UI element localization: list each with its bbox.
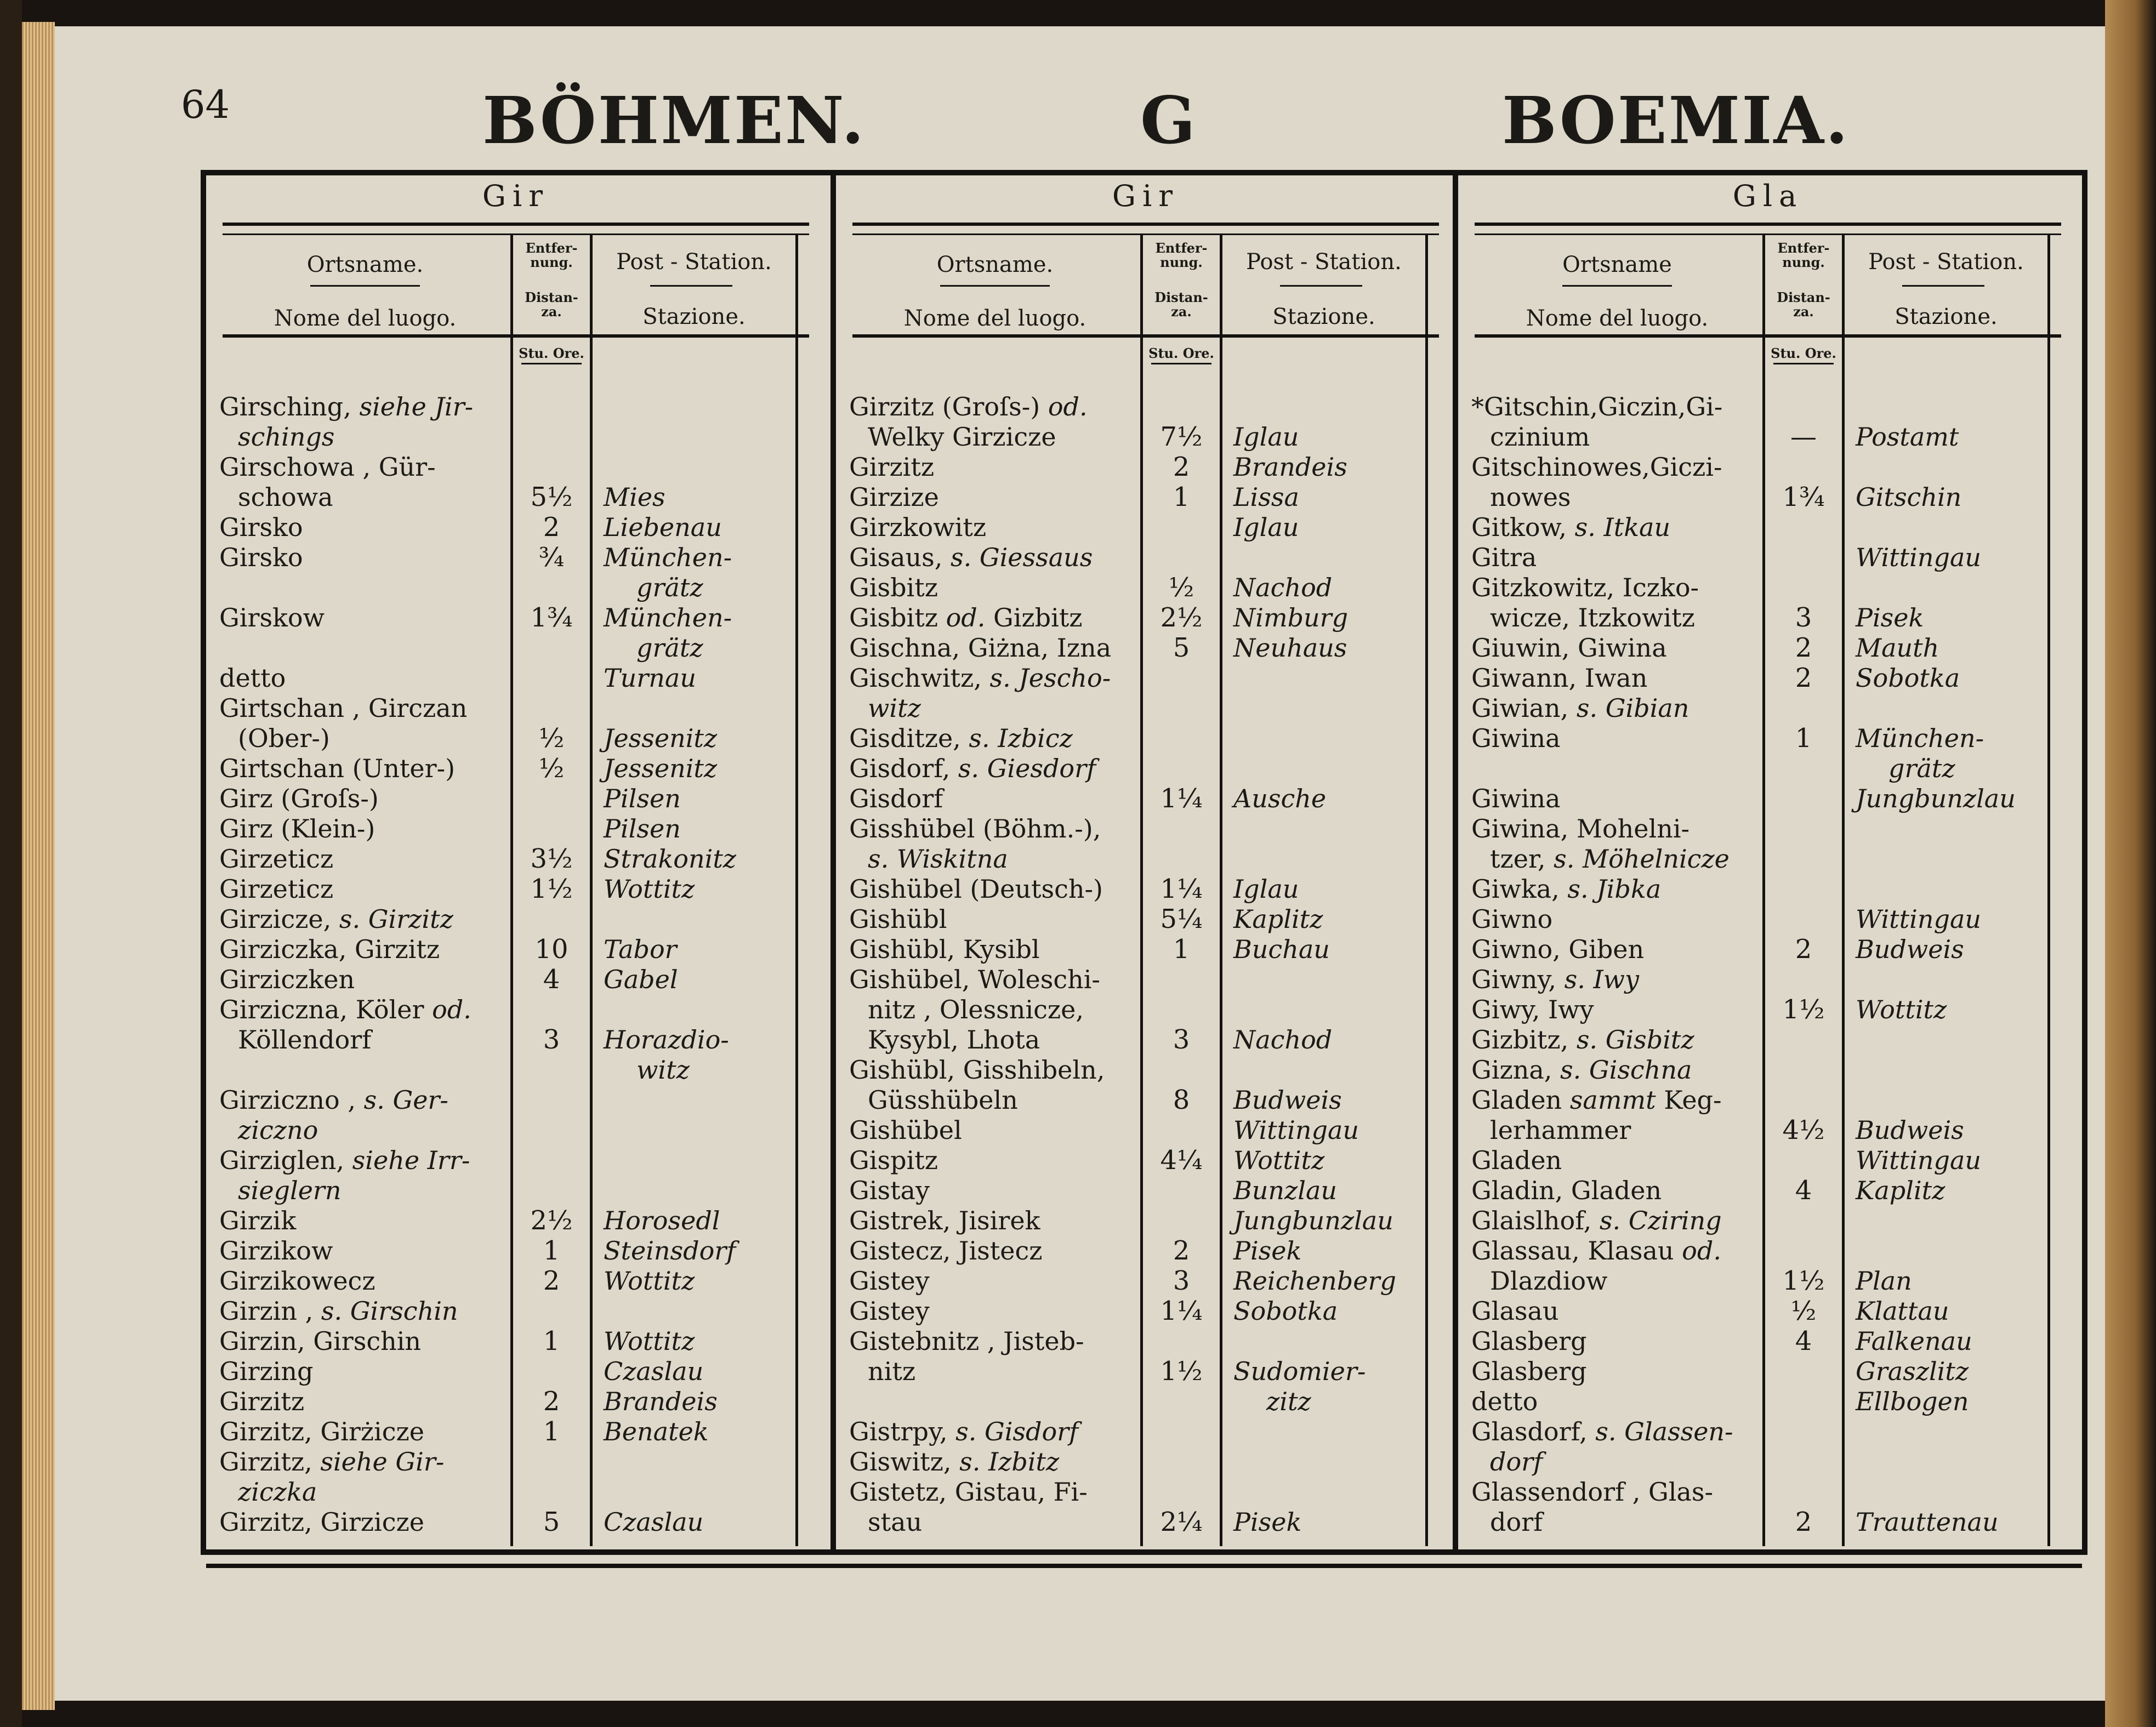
- header-distanza: Distan- za.: [1154, 289, 1208, 320]
- column-rule: [590, 233, 593, 1546]
- distance: 3: [1795, 602, 1812, 633]
- place-name: detto: [219, 663, 286, 693]
- header-rule-short: [940, 285, 1050, 287]
- post-station: Mies: [604, 482, 665, 512]
- distance: 1: [543, 1416, 560, 1447]
- post-station: Wottitz: [604, 1266, 695, 1296]
- place-name: Gishübl, Kysibl: [849, 934, 1040, 964]
- place-name: Girsching, siehe Jir-: [219, 392, 474, 421]
- place-name: Gisaus, s. Giessaus: [849, 543, 1093, 572]
- distance: 3: [1173, 1266, 1190, 1296]
- distance: ½: [538, 723, 565, 754]
- header-rule: [852, 223, 1439, 226]
- post-station: Wittingau: [1856, 543, 1981, 572]
- header-post-station: Post - Station.: [1246, 249, 1402, 275]
- column-letter-head: Gla: [1732, 179, 1804, 213]
- post-station: Gabel: [604, 965, 678, 994]
- book-spine: [0, 0, 22, 1727]
- header-rule-short: [1902, 285, 1984, 287]
- header-rule: [223, 334, 809, 338]
- header-post-station: Post - Station.: [616, 249, 772, 275]
- place-name: tzer, s. Möhelnicze: [1490, 844, 1730, 874]
- column-letter-head: Gir: [482, 179, 550, 213]
- post-station: Sobotka: [1856, 663, 1960, 693]
- place-name: Gladen: [1471, 1145, 1562, 1175]
- column-rule: [795, 233, 798, 1546]
- place-name: Girzeticz: [219, 874, 334, 904]
- place-name: schings: [238, 422, 335, 452]
- header-rule: [852, 233, 1439, 235]
- place-name: Girzeticz: [219, 844, 334, 874]
- place-name: Giwian, s. Gibian: [1471, 693, 1689, 723]
- place-name: Girzicze, s. Girzitz: [219, 904, 453, 934]
- distance: 1¼: [1160, 1296, 1203, 1326]
- place-name: Giwny, s. Iwy: [1471, 965, 1639, 994]
- place-name: schowa: [238, 482, 333, 512]
- place-name: Girzin , s. Girschin: [219, 1296, 458, 1326]
- distance: 2: [1173, 1235, 1190, 1266]
- header-post-station: Post - Station.: [1868, 249, 2024, 275]
- place-name: sieglern: [238, 1176, 342, 1205]
- post-station: Wottitz: [604, 874, 695, 904]
- post-station: Iglau: [1233, 422, 1299, 452]
- place-name: (Ober-): [238, 723, 330, 753]
- distance: 2: [543, 1266, 560, 1296]
- post-station: Jungbunzlau: [1856, 784, 2016, 813]
- place-name: Girziczna, Köler od.: [219, 995, 471, 1024]
- place-name: Gistey: [849, 1296, 930, 1326]
- place-name: Girzitz, Girżicze: [219, 1417, 424, 1446]
- place-name: Glasdorf, s. Glassen-: [1471, 1417, 1733, 1446]
- place-name: ziczno: [238, 1115, 318, 1145]
- place-name: Kysybl, Lhota: [868, 1025, 1040, 1055]
- post-station: Falkenau: [1856, 1326, 1972, 1356]
- distance: ½: [538, 753, 565, 784]
- post-station: Lissa: [1233, 482, 1299, 512]
- post-station: Steinsdorf: [604, 1236, 736, 1266]
- post-station: Iglau: [1233, 512, 1299, 542]
- place-name: Giswitz, s. Izbitz: [849, 1447, 1060, 1477]
- distance: 4: [1795, 1326, 1812, 1356]
- post-station: Mauth: [1856, 633, 1939, 663]
- distance: 2: [1795, 1507, 1812, 1537]
- distance: 4: [543, 964, 560, 995]
- place-name: Gispitz: [849, 1145, 938, 1175]
- post-station: Reichenberg: [1233, 1266, 1396, 1296]
- place-name: Gitzkowitz, Iczko-: [1471, 573, 1699, 602]
- right-page-edge: [2105, 0, 2156, 1727]
- header-stu-ore: Stu. Ore.: [1771, 345, 1836, 361]
- place-name: Gischna, Giżna, Izna: [849, 633, 1112, 663]
- post-station: Wottitz: [604, 1326, 695, 1356]
- distance: 1½: [1782, 994, 1825, 1025]
- place-name: detto: [1471, 1387, 1538, 1416]
- post-station: Czaslau: [604, 1507, 704, 1537]
- post-station: München-: [1856, 723, 1984, 753]
- place-name: nitz , Olessnicze,: [868, 995, 1084, 1024]
- distance: 2: [543, 1386, 560, 1417]
- place-name: Gishübel (Deutsch-): [849, 874, 1103, 904]
- post-station: Pisek: [1233, 1236, 1302, 1266]
- post-station: grätz: [1888, 754, 1955, 783]
- place-name: Gitschinowes,Giczi-: [1471, 452, 1722, 482]
- place-name: *Gitschin,Giczin,Gi-: [1471, 392, 1723, 421]
- post-station: Nachod: [1233, 1025, 1333, 1055]
- distance: 10: [534, 934, 568, 965]
- place-name: Welky Girzicze: [868, 422, 1056, 452]
- header-entfernung: Entfer- nung.: [525, 240, 578, 270]
- place-name: Gistey: [849, 1266, 930, 1296]
- place-name: wicze, Itzkowitz: [1490, 603, 1695, 632]
- distance: 2: [1795, 934, 1812, 965]
- place-name: Girziczken: [219, 965, 355, 994]
- post-station: Horazdio-: [604, 1025, 729, 1055]
- place-name: Gistebnitz , Jisteb-: [849, 1326, 1084, 1356]
- post-station: Jessenitz: [604, 723, 718, 753]
- place-name: Girzing: [219, 1356, 314, 1386]
- header-rule-short: [650, 285, 732, 287]
- place-name: Gladin, Gladen: [1471, 1176, 1662, 1205]
- place-name: Giwina, Mohelni-: [1471, 814, 1690, 843]
- place-name: Gistrek, Jisirek: [849, 1206, 1040, 1235]
- place-name: Girtschan (Unter-): [219, 754, 456, 783]
- place-name: Girz (Groſs-): [219, 784, 379, 813]
- post-station: München-: [604, 603, 732, 632]
- post-station: Graszlitz: [1856, 1356, 1969, 1386]
- post-station: Czaslau: [604, 1356, 704, 1386]
- place-name: Gisbitz od. Gizbitz: [849, 603, 1083, 632]
- distance: 5¼: [1160, 904, 1203, 934]
- place-name: Glasberg: [1471, 1356, 1587, 1386]
- post-station: zitz: [1266, 1387, 1311, 1416]
- place-name: Gisditze, s. Izbicz: [849, 723, 1073, 753]
- header-rule-short: [1773, 363, 1834, 364]
- place-name: Köllendorf: [238, 1025, 372, 1055]
- place-name: dorf: [1490, 1447, 1543, 1477]
- place-name: Gischwitz, s. Jescho-: [849, 663, 1111, 693]
- distance: 1¼: [1160, 874, 1203, 904]
- distance: 4½: [1782, 1115, 1825, 1145]
- table-frame: [201, 170, 2087, 1555]
- place-name: Gistrpy, s. Gisdorf: [849, 1417, 1079, 1446]
- distance: 2: [1173, 452, 1190, 482]
- gazetteer-column: [1458, 175, 2078, 1549]
- post-station: Klattau: [1856, 1296, 1949, 1326]
- distance: 7½: [1160, 421, 1203, 452]
- place-name: Glasau: [1471, 1296, 1559, 1326]
- place-name: Glassendorf , Glas-: [1471, 1477, 1713, 1507]
- place-name: ziczka: [238, 1477, 317, 1507]
- column-rule: [510, 233, 513, 1546]
- distance: 1: [1173, 934, 1190, 965]
- distance: 1½: [1782, 1266, 1825, 1296]
- column-rule: [2047, 233, 2050, 1546]
- place-name: Gizbitz, s. Gisbitz: [1471, 1025, 1694, 1055]
- post-station: Budweis: [1856, 1115, 1964, 1145]
- header-stazione: Stazione.: [642, 304, 746, 329]
- post-station: Wittingau: [1233, 1115, 1359, 1145]
- place-name: Girziczno , s. Ger-: [219, 1085, 448, 1115]
- post-station: Pilsen: [604, 784, 681, 813]
- title-left: BÖHMEN.: [482, 82, 866, 158]
- gazetteer-column: [206, 175, 826, 1549]
- place-name: s. Wiskitna: [868, 844, 1008, 874]
- distance: ½: [1790, 1296, 1817, 1326]
- column-rule: [1220, 233, 1222, 1546]
- distance: 5: [1173, 632, 1190, 663]
- place-name: Girzitz: [219, 1387, 305, 1416]
- distance: 5½: [530, 482, 573, 512]
- place-name: Giwno, Giben: [1471, 934, 1645, 964]
- post-station: Strakonitz: [604, 844, 737, 874]
- header-rule: [1475, 334, 2061, 338]
- place-name: witz: [868, 693, 921, 723]
- place-name: Glasberg: [1471, 1326, 1587, 1356]
- post-station: Jessenitz: [604, 754, 718, 783]
- post-station: Kaplitz: [1233, 904, 1323, 934]
- column-divider: [830, 175, 836, 1549]
- header-ortsname: Ortsname: [1562, 252, 1672, 277]
- post-station: Brandeis: [604, 1387, 718, 1416]
- post-station: Pilsen: [604, 814, 681, 843]
- post-station: Budweis: [1856, 934, 1964, 964]
- post-station: Iglau: [1233, 874, 1299, 904]
- place-name: Giwann, Iwan: [1471, 663, 1648, 693]
- distance: 4¼: [1160, 1145, 1203, 1176]
- post-station: Pisek: [1233, 1507, 1302, 1537]
- post-station: Budweis: [1233, 1085, 1342, 1115]
- post-station: Nachod: [1233, 573, 1333, 602]
- post-station: Kaplitz: [1856, 1176, 1945, 1205]
- post-station: Wottitz: [1233, 1145, 1325, 1175]
- place-name: Girzikow: [219, 1236, 333, 1266]
- place-name: dorf: [1490, 1507, 1543, 1537]
- post-station: grätz: [636, 633, 703, 663]
- place-name: Gishübel: [849, 1115, 962, 1145]
- place-name: Girsko: [219, 512, 303, 542]
- header-rule: [223, 223, 809, 226]
- place-name: Girziglen, siehe Irr-: [219, 1145, 470, 1175]
- place-name: Girtschan , Girczan: [219, 693, 468, 723]
- place-name: Girzin, Girschin: [219, 1326, 422, 1356]
- post-station: Liebenau: [604, 512, 722, 542]
- distance: —: [1790, 421, 1817, 452]
- place-name: nowes: [1490, 482, 1571, 512]
- place-name: Girskow: [219, 603, 325, 632]
- place-name: Glassau, Klasau od.: [1471, 1236, 1721, 1266]
- header-stu-ore: Stu. Ore.: [519, 345, 584, 361]
- post-station: Postamt: [1856, 422, 1959, 452]
- post-station: Ellbogen: [1856, 1387, 1969, 1416]
- post-station: Wittingau: [1856, 1145, 1981, 1175]
- place-name: Girzitz: [849, 452, 935, 482]
- post-station: Plan: [1856, 1266, 1912, 1296]
- place-name: Girzize: [849, 482, 939, 512]
- post-station: Trauttenau: [1856, 1507, 1999, 1537]
- header-nome: Nome del luogo.: [274, 306, 457, 331]
- place-name: lerhammer: [1490, 1115, 1631, 1145]
- header-rule: [1475, 223, 2061, 226]
- post-station: München-: [604, 543, 732, 572]
- bottom-rule: [206, 1564, 2082, 1568]
- post-station: Brandeis: [1233, 452, 1347, 482]
- post-station: Neuhaus: [1233, 633, 1347, 663]
- place-name: nitz: [868, 1356, 916, 1386]
- post-station: Turnau: [604, 663, 696, 693]
- place-name: Girzikowecz: [219, 1266, 376, 1296]
- distance: 1½: [530, 874, 573, 904]
- header-ortsname: Ortsname.: [306, 252, 424, 277]
- distance: 2½: [530, 1205, 573, 1236]
- post-station: Tabor: [604, 934, 677, 964]
- place-name: Gisshübel (Böhm.-),: [849, 814, 1101, 843]
- header-rule-short: [1562, 285, 1672, 287]
- header-distanza: Distan- za.: [1777, 289, 1830, 320]
- place-name: Gitkow, s. Itkau: [1471, 512, 1671, 542]
- distance: 1: [1173, 482, 1190, 512]
- header-rule-short: [1151, 363, 1211, 364]
- place-name: Gishübel, Woleschi-: [849, 965, 1100, 994]
- place-name: Giwy, Iwy: [1471, 995, 1594, 1024]
- post-station: Ausche: [1233, 784, 1327, 813]
- distance: 1¼: [1160, 783, 1203, 814]
- distance: 2¼: [1160, 1507, 1203, 1537]
- title-center: G: [1140, 82, 1197, 158]
- post-station: Pisek: [1856, 603, 1924, 632]
- place-name: Girziczka, Girzitz: [219, 934, 440, 964]
- distance: 1¾: [530, 602, 573, 633]
- place-name: Girz (Klein-): [219, 814, 376, 843]
- post-station: Bunzlau: [1233, 1176, 1338, 1205]
- column-rule: [1140, 233, 1143, 1546]
- post-station: Gitschin: [1856, 482, 1962, 512]
- post-station: Horosedl: [604, 1206, 720, 1235]
- column-letter-head: Gir: [1112, 179, 1180, 213]
- place-name: Gitra: [1471, 543, 1537, 572]
- place-name: Girsko: [219, 543, 303, 572]
- column-rule: [1425, 233, 1428, 1546]
- place-name: stau: [868, 1507, 923, 1537]
- header-rule-short: [1280, 285, 1362, 287]
- distance: 4: [1795, 1175, 1812, 1206]
- header-stazione: Stazione.: [1272, 304, 1375, 329]
- place-name: Girzkowitz: [849, 512, 987, 542]
- header-nome: Nome del luogo.: [903, 306, 1086, 331]
- post-station: grätz: [636, 573, 703, 602]
- header-distanza: Distan- za.: [525, 289, 578, 320]
- post-station: Buchau: [1233, 934, 1330, 964]
- place-name: Gladen sammt Keg-: [1471, 1085, 1722, 1115]
- place-name: Giwina: [1471, 723, 1561, 753]
- post-station: Sudomier-: [1233, 1356, 1366, 1386]
- distance: 8: [1173, 1085, 1190, 1115]
- distance: ¾: [538, 542, 565, 573]
- place-name: Girzitz, Girzicze: [219, 1507, 424, 1537]
- distance: 1: [543, 1326, 560, 1356]
- place-name: Giuwin, Giwina: [1471, 633, 1667, 663]
- place-name: Gishübl, Gisshibeln,: [849, 1055, 1105, 1085]
- header-nome: Nome del luogo.: [1526, 306, 1709, 331]
- header-stu-ore: Stu. Ore.: [1148, 345, 1214, 361]
- distance: 1½: [1160, 1356, 1203, 1387]
- place-name: Giwno: [1471, 904, 1553, 934]
- distance: 3: [543, 1024, 560, 1055]
- post-station: Nimburg: [1233, 603, 1349, 632]
- header-ortsname: Ortsname.: [936, 252, 1054, 277]
- place-name: Girschowa , Gür-: [219, 452, 436, 482]
- distance: 1: [543, 1235, 560, 1266]
- page-number: 64: [181, 82, 230, 127]
- post-station: Benatek: [604, 1417, 709, 1446]
- title-right: BOEMIA.: [1502, 82, 1850, 158]
- place-name: Güsshübeln: [868, 1085, 1018, 1115]
- place-name: Gistay: [849, 1176, 930, 1205]
- place-name: Gizna, s. Gischna: [1471, 1055, 1692, 1085]
- place-name: Girzik: [219, 1206, 297, 1235]
- place-name: Gisdorf: [849, 784, 943, 813]
- distance: 2: [543, 512, 560, 543]
- distance: 5: [543, 1507, 560, 1537]
- header-stazione: Stazione.: [1895, 304, 1998, 329]
- header-rule: [852, 334, 1439, 338]
- column-rule: [1762, 233, 1765, 1546]
- distance: 2: [1795, 663, 1812, 693]
- post-station: Jungbunzlau: [1233, 1206, 1393, 1235]
- post-station: Wottitz: [1856, 995, 1947, 1024]
- gazetteer-column: [836, 175, 1455, 1549]
- distance: 1: [1795, 723, 1812, 754]
- distance: 3½: [530, 843, 573, 874]
- place-name: Gishübl: [849, 904, 947, 934]
- place-name: czinium: [1490, 422, 1590, 452]
- page-edges: [22, 22, 55, 1710]
- place-name: Gisdorf, s. Giesdorf: [849, 754, 1096, 783]
- header-entfernung: Entfer- nung.: [1155, 240, 1208, 270]
- header-rule: [223, 233, 809, 235]
- post-station: witz: [636, 1055, 690, 1085]
- column-rule: [1842, 233, 1845, 1546]
- place-name: Giwina: [1471, 784, 1561, 813]
- header-rule-short: [521, 363, 582, 364]
- distance: 2: [1795, 632, 1812, 663]
- place-name: Girzitz, siehe Gir-: [219, 1447, 445, 1477]
- distance: 1¾: [1782, 482, 1825, 512]
- header-rule-short: [310, 285, 420, 287]
- post-station: Wittingau: [1856, 904, 1981, 934]
- distance: 2½: [1160, 602, 1203, 633]
- place-name: Gistetz, Gistau, Fi-: [849, 1477, 1088, 1507]
- place-name: Gistecz, Jistecz: [849, 1236, 1043, 1266]
- post-station: Sobotka: [1233, 1296, 1338, 1326]
- place-name: Gisbitz: [849, 573, 938, 602]
- distance: 3: [1173, 1024, 1190, 1055]
- header-rule: [1475, 233, 2061, 235]
- distance: ½: [1168, 572, 1194, 603]
- place-name: Girzitz (Groſs-) od.: [849, 392, 1088, 421]
- place-name: Glaislhof, s. Cziring: [1471, 1206, 1722, 1235]
- header-entfernung: Entfer- nung.: [1777, 240, 1830, 270]
- place-name: Dlazdiow: [1490, 1266, 1608, 1296]
- place-name: Giwka, s. Jibka: [1471, 874, 1662, 904]
